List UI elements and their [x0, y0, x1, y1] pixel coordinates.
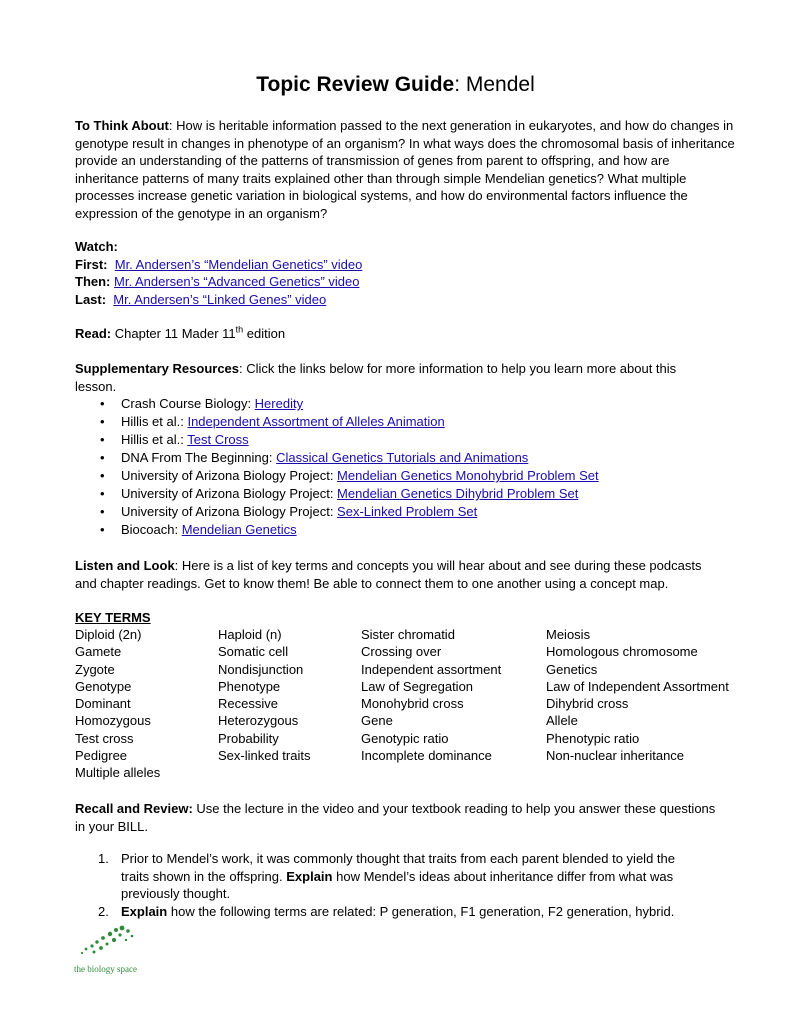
think-label: To Think About: [75, 118, 169, 133]
key-terms-row: [75, 747, 755, 764]
logo-text: the biology space: [74, 964, 137, 974]
resource-link[interactable]: Independent Assortment of Alleles Animation: [187, 414, 445, 429]
questions-section: [75, 850, 705, 920]
key-term: Recessive: [218, 696, 278, 712]
watch-section: [75, 238, 735, 308]
recall-label: Recall and Review:: [75, 801, 193, 816]
supp-label: Supplementary Resources: [75, 361, 240, 376]
resource-source: University of Arizona Biology Project:: [121, 504, 338, 519]
resource-item: [75, 521, 735, 539]
resource-item: [75, 449, 735, 467]
key-terms-row: [75, 678, 755, 695]
question-text: how the following terms are related: P generation, F1 generation, F2 generation, hybrid.: [167, 903, 675, 919]
key-term: Allele: [546, 713, 578, 729]
resource-link[interactable]: Heredity: [254, 396, 304, 411]
key-terms-row: [75, 661, 755, 678]
read-text: Chapter 11 Mader 11: [111, 326, 236, 341]
watch-link-advanced-genetics[interactable]: Mr. Andersen’s “Advanced Genetics” video: [114, 274, 360, 289]
watch-item-label: Last:: [75, 291, 107, 307]
question-item: [75, 903, 705, 921]
watch-item-label: First:: [75, 256, 108, 272]
resource-source: Hillis et al.:: [121, 432, 188, 447]
key-term: Sex-linked traits: [218, 748, 311, 764]
key-terms-row: [75, 695, 755, 712]
page-title: [0, 72, 791, 98]
key-term: Test cross: [75, 730, 134, 746]
resource-source: Crash Course Biology:: [121, 396, 255, 411]
key-term: Genotypic ratio: [361, 730, 449, 746]
resource-link[interactable]: Mendelian Genetics Monohybrid Problem Set: [337, 468, 599, 483]
watch-label: Watch:: [75, 239, 118, 254]
listen-label: Listen and Look: [75, 558, 175, 573]
resource-item: [75, 467, 735, 485]
key-terms-row: [75, 626, 755, 643]
resource-list: [75, 395, 735, 539]
question-keyword: Explain: [286, 868, 333, 884]
key-term: Haploid (n): [218, 627, 282, 642]
key-term: Incomplete dominance: [361, 748, 492, 764]
key-term: Phenotypic ratio: [546, 730, 640, 746]
resource-source: University of Arizona Biology Project:: [121, 486, 338, 501]
watch-item-label: Then:: [75, 274, 111, 289]
question-text: how Mendel’s ideas about inheritance differ from what was previously thought.: [121, 868, 674, 901]
resource-item: [75, 485, 735, 503]
question-item: [75, 850, 705, 903]
key-term: Genetics: [546, 661, 598, 677]
key-term: Independent assortment: [361, 661, 502, 677]
watch-link-mendelian-genetics[interactable]: Mr. Andersen’s “Mendelian Genetics” video: [114, 256, 363, 272]
key-term: Gene: [361, 713, 393, 729]
key-term: Monohybrid cross: [361, 696, 464, 712]
watch-item: [75, 291, 735, 309]
resource-link[interactable]: Mendelian Genetics Dihybrid Problem Set: [337, 486, 579, 501]
question-number: 1.: [98, 851, 109, 866]
resource-source: University of Arizona Biology Project:: [121, 468, 338, 483]
key-term: Genotype: [75, 678, 132, 694]
biology-space-logo: [72, 922, 152, 978]
key-terms-row: [75, 643, 755, 660]
watch-item: [75, 273, 735, 291]
key-term: Sister chromatid: [361, 627, 455, 642]
resource-link[interactable]: Mendelian Genetics: [181, 522, 297, 537]
dna-icon: [72, 922, 152, 978]
key-terms-header: KEY TERMS: [75, 610, 151, 625]
key-term: Dominant: [75, 696, 131, 712]
key-term: Probability: [218, 730, 279, 746]
question-list: [75, 850, 705, 920]
resource-link[interactable]: Test Cross: [187, 432, 249, 447]
key-term: Pedigree: [75, 748, 128, 764]
recall-section: [75, 800, 725, 835]
think-about-section: [75, 117, 735, 222]
resource-source: Hillis et al.:: [121, 414, 188, 429]
key-term: Multiple alleles: [75, 765, 161, 781]
read-label: Read:: [75, 326, 112, 341]
key-terms-row: [75, 730, 755, 747]
read-section: [75, 325, 735, 343]
supp-text: : Click the links below for more information to help you learn more about this lesson.: [75, 361, 677, 394]
key-term: Law of Segregation: [361, 678, 474, 694]
key-term: Dihybrid cross: [546, 696, 629, 712]
key-term: Meiosis: [546, 627, 591, 642]
resource-source: Biocoach:: [121, 522, 182, 537]
question-keyword: Explain: [121, 903, 168, 919]
key-terms-row: [75, 712, 755, 729]
question-text: Prior to Mendel’s work, it was commonly thought that traits from each parent blended to yield the traits shown in the offspring.: [121, 851, 675, 884]
key-term: Law of Independent Assortment: [546, 678, 729, 694]
key-terms-row: [75, 764, 755, 781]
key-term: Zygote: [75, 661, 115, 677]
key-terms-grid: [75, 626, 755, 782]
think-text: : How is heritable information passed to the next generation in eukaryotes, and how do changes in genotype result in changes in phenotype of an organism? In what ways does the chromosomal basis of inheritance provide an understanding of the patterns of transmission of genes from parent to offspring, and how are inheritance patterns of many traits explained other than through simple Mendelian genetics? What multiple processes increase genetic variation in biological systems, and how do environmental factors influence the expression of the genotype in an organism?: [75, 118, 735, 221]
title-rest: : Mendel: [454, 73, 535, 96]
resource-item: [75, 395, 735, 413]
resource-item: [75, 431, 735, 449]
listen-text: : Here is a list of key terms and concepts you will hear about and see during these podcasts and chapter readings. Get to know them! Be able to connect them to one another using a concept map.: [75, 558, 702, 591]
supplementary-section: [75, 360, 735, 539]
resource-link[interactable]: Classical Genetics Tutorials and Animations: [276, 450, 529, 465]
resource-link[interactable]: Sex-Linked Problem Set: [337, 504, 478, 519]
key-term: Gamete: [75, 644, 122, 660]
key-terms-section: [75, 609, 755, 782]
title-bold: Topic Review Guide: [256, 73, 455, 96]
key-term: Heterozygous: [218, 713, 299, 729]
key-term: Diploid (2n): [75, 627, 142, 642]
question-number: 2.: [98, 903, 109, 919]
resource-item: [75, 413, 735, 431]
key-term: Phenotype: [218, 678, 281, 694]
resource-source: DNA From The Beginning:: [121, 450, 277, 465]
recall-text: Use the lecture in the video and your textbook reading to help you answer these questions in your BILL.: [75, 801, 716, 834]
watch-link-linked-genes[interactable]: Mr. Andersen’s “Linked Genes” video: [113, 291, 327, 307]
listen-look-section: [75, 557, 710, 592]
key-term: Homologous chromosome: [546, 644, 698, 660]
resource-item: [75, 503, 735, 521]
read-after: edition: [243, 326, 286, 341]
key-term: Somatic cell: [218, 644, 289, 660]
key-term: Crossing over: [361, 644, 442, 660]
key-term: Homozygous: [75, 713, 151, 729]
key-term: Non-nuclear inheritance: [546, 748, 685, 764]
key-term: Nondisjunction: [218, 661, 304, 677]
watch-item: [75, 256, 735, 274]
read-sup: th: [235, 324, 244, 335]
